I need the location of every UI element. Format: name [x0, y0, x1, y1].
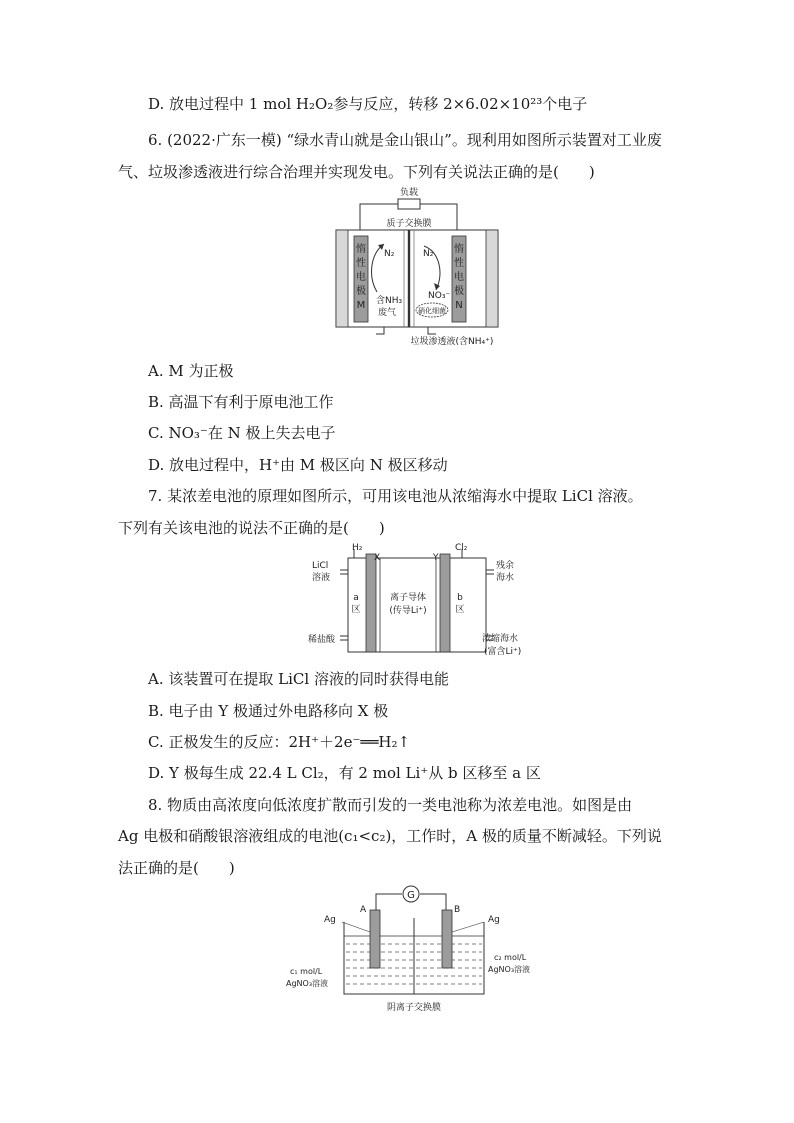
- y-label: Y: [433, 553, 439, 563]
- conductor-li-label: (传导Li⁺): [389, 606, 427, 616]
- no3-label: NO₃⁻: [428, 291, 451, 301]
- galvanometer-label: G: [407, 890, 415, 901]
- cl2-label: Cl₂: [455, 543, 468, 553]
- svg-text:a: a: [353, 593, 359, 603]
- svg-text:性: 性: [454, 258, 464, 269]
- a-label: A: [360, 905, 367, 915]
- electrode-a: [370, 910, 380, 968]
- svg-text:惰: 惰: [356, 244, 366, 255]
- electrode-x: [366, 554, 376, 652]
- conductor-label: 离子导体: [389, 593, 427, 603]
- c2-solution-label: AgNO₃溶液: [488, 965, 531, 974]
- c2-label: c₂ mol/L: [494, 953, 527, 962]
- q8-stem-line3: 法正确的是( ): [118, 859, 235, 877]
- svg-text:极: 极: [454, 286, 464, 297]
- leachate-label: 垃圾渗透液(含NH₄⁺): [410, 337, 494, 347]
- q6-option-c: C. NO₃⁻在 N 极上失去电子: [148, 424, 336, 442]
- ag-right-label: Ag: [488, 915, 500, 925]
- svg-text:电: 电: [356, 272, 366, 283]
- q6-option-a: A. M 为正极: [148, 362, 234, 380]
- svg-text:N: N: [455, 300, 463, 311]
- q8-stem-line2: Ag 电极和硝酸银溶液组成的电池(c₁<c₂)，工作时，A 极的质量不断减轻。下列说: [118, 827, 662, 845]
- nh3-label: 含NH₃: [376, 296, 403, 306]
- q5-option-d: D. 放电过程中 1 mol H₂O₂参与反应，转移 2×6.02×10²³个电子: [148, 95, 588, 113]
- q8-figure-silver-cell: [284, 882, 544, 1017]
- q7-figure-concentration-cell: [300, 540, 540, 665]
- load-resistor: [398, 199, 420, 209]
- residual-seawater-label: 海水: [496, 573, 515, 583]
- q6-figure-fuel-cell: [332, 182, 502, 352]
- c1-solution-label: AgNO₃溶液: [286, 979, 329, 988]
- q8-stem-line1: 8. 物质由高浓度向低浓度扩散而引发的一类电池称为浓差电池。如图是由: [148, 796, 633, 814]
- licl-solution-label: 溶液: [312, 573, 331, 583]
- membrane-label: 阴离子交换膜: [386, 1003, 442, 1013]
- electrode-y: [440, 554, 450, 652]
- b-label: B: [454, 905, 461, 915]
- acid-label: 稀盐酸: [308, 635, 336, 645]
- electrode-b: [442, 910, 452, 968]
- q7-option-b: B. 电子由 Y 极通过外电路移向 X 极: [148, 702, 389, 720]
- svg-text:电: 电: [454, 272, 464, 283]
- n2-right-label: N₂: [423, 249, 434, 259]
- residual-label: 残余: [496, 561, 515, 571]
- c1-label: c₁ mol/L: [290, 967, 323, 976]
- svg-text:b: b: [457, 593, 463, 603]
- q6-stem-line1: 6. (2022·广东一模) “绿水青山就是金山银山”。现利用如图所示装置对工业废: [148, 131, 662, 149]
- brine-li-label: (富含Li⁺): [484, 647, 522, 657]
- q7-option-c: C. 正极发生的反应：2H⁺＋2e⁻══H₂↑: [148, 733, 411, 751]
- waste-gas-label: 废气: [378, 308, 397, 318]
- membrane-label: 质子交换膜: [386, 219, 432, 229]
- load-label: 负载: [399, 188, 419, 198]
- svg-text:区: 区: [351, 605, 361, 615]
- q7-stem-line2: 下列有关该电池的说法不正确的是( ): [118, 519, 385, 537]
- q7-stem-line1: 7. 某浓差电池的原理如图所示，可用该电池从浓缩海水中提取 LiCl 溶液。: [148, 487, 643, 505]
- h2-label: H₂: [352, 543, 363, 553]
- x-label: X: [374, 553, 381, 563]
- q6-option-d: D. 放电过程中，H⁺由 M 极区向 N 极区移动: [148, 456, 448, 474]
- bacteria-label: 硝化细菌: [418, 307, 446, 315]
- svg-text:性: 性: [356, 258, 366, 269]
- q6-stem-line2: 气、垃圾渗透液进行综合治理并实现发电。下列有关说法正确的是( ): [118, 163, 595, 181]
- q7-option-a: A. 该装置可在提取 LiCl 溶液的同时获得电能: [148, 670, 449, 688]
- q6-option-b: B. 高温下有利于原电池工作: [148, 393, 334, 411]
- svg-text:M: M: [356, 300, 366, 311]
- licl-label: LiCl: [312, 561, 329, 571]
- brine-label: 浓缩海水: [482, 634, 519, 644]
- svg-text:惰: 惰: [454, 244, 464, 255]
- n2-left-label: N₂: [384, 249, 395, 259]
- q7-option-d: D. Y 极每生成 22.4 L Cl₂，有 2 mol Li⁺从 b 区移至 a 区: [148, 764, 541, 782]
- svg-text:极: 极: [356, 286, 366, 297]
- ag-left-label: Ag: [324, 915, 336, 925]
- svg-text:区: 区: [455, 605, 465, 615]
